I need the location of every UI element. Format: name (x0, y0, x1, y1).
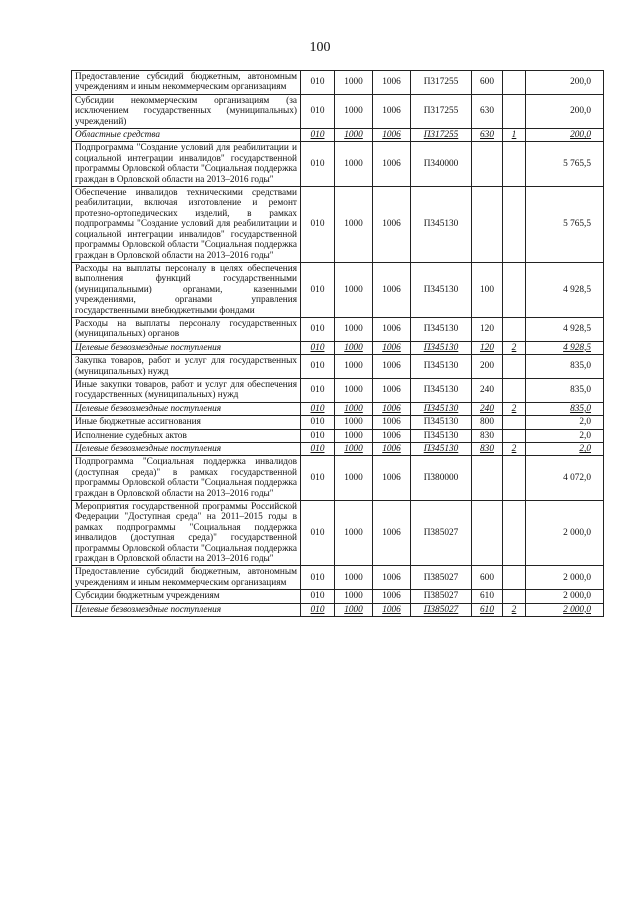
row-amount: 4 928,5 (526, 341, 604, 354)
row-amount: 2,0 (526, 416, 604, 429)
code-section: 1000 (335, 187, 373, 263)
code-section: 1000 (335, 566, 373, 590)
row-amount: 200,0 (526, 94, 604, 128)
code-section: 1000 (335, 378, 373, 402)
code-ministry: 010 (301, 129, 335, 142)
table-row (72, 443, 604, 456)
code-target-article: П380000 (411, 456, 472, 501)
row-description: Подпрограмма "Создание условий для реабилитации и социальной интеграции инвалидов" государственной программы Орловской области "Социальная поддержка граждан в Орловской области на 2013–2016 годы" (72, 142, 301, 187)
row-description: Целевые безвозмездные поступления (72, 402, 301, 415)
table-row (72, 142, 604, 187)
code-funding-source: 1 (503, 129, 526, 142)
table-row (72, 129, 604, 142)
code-funding-source (503, 317, 526, 341)
code-subsection: 1006 (373, 94, 411, 128)
code-target-article: П345130 (411, 355, 472, 379)
row-amount: 4 928,5 (526, 317, 604, 341)
row-amount: 5 765,5 (526, 187, 604, 263)
table-row (72, 341, 604, 354)
row-amount: 4 072,0 (526, 456, 604, 501)
code-target-article: П345130 (411, 416, 472, 429)
row-description: Обеспечение инвалидов техническими средствами реабилитации, включая изготовление и ремонт протезно-ортопедических изделий, в рамках подпрограммы "Создание условий для реабилитации и социальной интеграции инвалидов" государственной программы Орловской области "Социальная поддержка граждан в Орловской области на 2013–2016 годы" (72, 187, 301, 263)
code-target-article: П340000 (411, 142, 472, 187)
code-subsection: 1006 (373, 429, 411, 442)
code-funding-source (503, 94, 526, 128)
code-expense-type: 610 (472, 590, 503, 603)
table-row (72, 501, 604, 566)
row-amount: 835,0 (526, 402, 604, 415)
code-target-article: П345130 (411, 429, 472, 442)
row-amount: 200,0 (526, 71, 604, 95)
code-expense-type: 830 (472, 429, 503, 442)
row-amount: 835,0 (526, 355, 604, 379)
row-description: Закупка товаров, работ и услуг для государственных (муниципальных) нужд (72, 355, 301, 379)
code-target-article: П345130 (411, 443, 472, 456)
table-row (72, 355, 604, 379)
code-expense-type: 630 (472, 129, 503, 142)
code-expense-type (472, 142, 503, 187)
code-target-article: П345130 (411, 341, 472, 354)
code-ministry: 010 (301, 429, 335, 442)
code-ministry: 010 (301, 262, 335, 317)
row-amount: 200,0 (526, 129, 604, 142)
code-funding-source (503, 187, 526, 263)
code-funding-source (503, 355, 526, 379)
code-ministry: 010 (301, 443, 335, 456)
code-expense-type (472, 501, 503, 566)
code-target-article: П317255 (411, 129, 472, 142)
code-target-article: П345130 (411, 402, 472, 415)
code-subsection: 1006 (373, 566, 411, 590)
row-description: Исполнение судебных актов (72, 429, 301, 442)
table-row (72, 566, 604, 590)
code-target-article: П317255 (411, 94, 472, 128)
code-expense-type: 830 (472, 443, 503, 456)
row-description: Предоставление субсидий бюджетным, автономным учреждениям и иным некоммерческим организациям (72, 71, 301, 95)
table-row (72, 456, 604, 501)
table-row (72, 187, 604, 263)
code-target-article: П345130 (411, 262, 472, 317)
code-funding-source (503, 456, 526, 501)
code-ministry: 010 (301, 378, 335, 402)
code-expense-type: 200 (472, 355, 503, 379)
code-target-article: П385027 (411, 566, 472, 590)
row-amount: 2,0 (526, 443, 604, 456)
row-amount: 835,0 (526, 378, 604, 402)
code-target-article: П385027 (411, 590, 472, 603)
table-row (72, 590, 604, 603)
code-section: 1000 (335, 590, 373, 603)
code-funding-source: 2 (503, 341, 526, 354)
code-subsection: 1006 (373, 402, 411, 415)
row-description: Мероприятия государственной программы Российской Федерации "Доступная среда" на 2011–2015 годы в рамках подпрограммы "Социальная поддержка инвалидов (доступная среда)" государственной программы Орловской области "Социальная поддержка граждан в Орловской области на 2013–2016 годы" (72, 501, 301, 566)
row-description: Подпрограмма "Социальная поддержка инвалидов (доступная среда)" в рамках государственной программы Орловской области "Социальная поддержка граждан в Орловской области на 2013–2016 годы" (72, 456, 301, 501)
code-funding-source (503, 378, 526, 402)
table-row (72, 71, 604, 95)
row-amount: 4 928,5 (526, 262, 604, 317)
code-section: 1000 (335, 262, 373, 317)
table-row (72, 402, 604, 415)
code-ministry: 010 (301, 416, 335, 429)
row-description: Целевые безвозмездные поступления (72, 443, 301, 456)
code-ministry: 010 (301, 603, 335, 616)
row-description: Целевые безвозмездные поступления (72, 603, 301, 616)
code-expense-type (472, 456, 503, 501)
code-ministry: 010 (301, 566, 335, 590)
budget-table (71, 70, 604, 617)
row-amount: 2,0 (526, 429, 604, 442)
code-subsection: 1006 (373, 262, 411, 317)
code-section: 1000 (335, 456, 373, 501)
code-funding-source (503, 71, 526, 95)
code-target-article: П345130 (411, 317, 472, 341)
code-subsection: 1006 (373, 603, 411, 616)
code-expense-type: 100 (472, 262, 503, 317)
code-expense-type: 120 (472, 341, 503, 354)
row-description: Субсидии некоммерческим организациям (за исключением государственных (муниципальных) учреждений) (72, 94, 301, 128)
code-funding-source (503, 142, 526, 187)
code-section: 1000 (335, 429, 373, 442)
code-funding-source (503, 590, 526, 603)
table-row (72, 262, 604, 317)
code-expense-type: 600 (472, 71, 503, 95)
row-description: Субсидии бюджетным учреждениям (72, 590, 301, 603)
code-funding-source (503, 262, 526, 317)
code-ministry: 010 (301, 341, 335, 354)
code-ministry: 010 (301, 94, 335, 128)
code-funding-source: 2 (503, 402, 526, 415)
code-target-article: П345130 (411, 378, 472, 402)
row-amount: 2 000,0 (526, 566, 604, 590)
code-ministry: 010 (301, 187, 335, 263)
table-row (72, 378, 604, 402)
page-number: 100 (309, 40, 331, 55)
row-description: Расходы на выплаты персоналу государственных (муниципальных) органов (72, 317, 301, 341)
code-subsection: 1006 (373, 456, 411, 501)
code-target-article: П317255 (411, 71, 472, 95)
code-section: 1000 (335, 341, 373, 354)
code-subsection: 1006 (373, 416, 411, 429)
code-expense-type: 120 (472, 317, 503, 341)
table-row (72, 603, 604, 616)
row-description: Предоставление субсидий бюджетным, автономным учреждениям и иным некоммерческим организациям (72, 566, 301, 590)
table-row (72, 94, 604, 128)
code-subsection: 1006 (373, 590, 411, 603)
row-description: Иные бюджетные ассигнования (72, 416, 301, 429)
code-section: 1000 (335, 317, 373, 341)
row-amount: 2 000,0 (526, 603, 604, 616)
code-section: 1000 (335, 355, 373, 379)
code-subsection: 1006 (373, 142, 411, 187)
code-funding-source (503, 501, 526, 566)
code-ministry: 010 (301, 402, 335, 415)
code-section: 1000 (335, 142, 373, 187)
code-ministry: 010 (301, 456, 335, 501)
code-target-article: П385027 (411, 603, 472, 616)
code-target-article: П345130 (411, 187, 472, 263)
code-subsection: 1006 (373, 71, 411, 95)
row-description: Расходы на выплаты персоналу в целях обеспечения выполнения функций государственными (муниципальными) органами, казенными учреждениями, органами управления государственными внебюджетными фондами (72, 262, 301, 317)
table-row (72, 416, 604, 429)
code-expense-type: 630 (472, 94, 503, 128)
code-expense-type: 800 (472, 416, 503, 429)
row-description: Областные средства (72, 129, 301, 142)
code-funding-source: 2 (503, 603, 526, 616)
code-section: 1000 (335, 129, 373, 142)
code-section: 1000 (335, 416, 373, 429)
code-subsection: 1006 (373, 187, 411, 263)
code-section: 1000 (335, 71, 373, 95)
code-subsection: 1006 (373, 341, 411, 354)
code-subsection: 1006 (373, 355, 411, 379)
code-ministry: 010 (301, 142, 335, 187)
code-subsection: 1006 (373, 378, 411, 402)
code-section: 1000 (335, 501, 373, 566)
code-expense-type: 240 (472, 378, 503, 402)
code-ministry: 010 (301, 355, 335, 379)
code-funding-source (503, 429, 526, 442)
code-funding-source: 2 (503, 443, 526, 456)
code-section: 1000 (335, 603, 373, 616)
code-funding-source (503, 416, 526, 429)
code-funding-source (503, 566, 526, 590)
code-section: 1000 (335, 402, 373, 415)
code-expense-type: 240 (472, 402, 503, 415)
code-ministry: 010 (301, 71, 335, 95)
code-section: 1000 (335, 94, 373, 128)
row-amount: 2 000,0 (526, 501, 604, 566)
code-ministry: 010 (301, 501, 335, 566)
code-section: 1000 (335, 443, 373, 456)
row-amount: 2 000,0 (526, 590, 604, 603)
table-row (72, 317, 604, 341)
code-subsection: 1006 (373, 129, 411, 142)
code-ministry: 010 (301, 317, 335, 341)
code-subsection: 1006 (373, 443, 411, 456)
code-target-article: П385027 (411, 501, 472, 566)
row-description: Иные закупки товаров, работ и услуг для обеспечения государственных (муниципальных) нужд (72, 378, 301, 402)
code-ministry: 010 (301, 590, 335, 603)
row-amount: 5 765,5 (526, 142, 604, 187)
code-expense-type: 610 (472, 603, 503, 616)
code-subsection: 1006 (373, 501, 411, 566)
code-expense-type (472, 187, 503, 263)
row-description: Целевые безвозмездные поступления (72, 341, 301, 354)
code-expense-type: 600 (472, 566, 503, 590)
table-row (72, 429, 604, 442)
code-subsection: 1006 (373, 317, 411, 341)
